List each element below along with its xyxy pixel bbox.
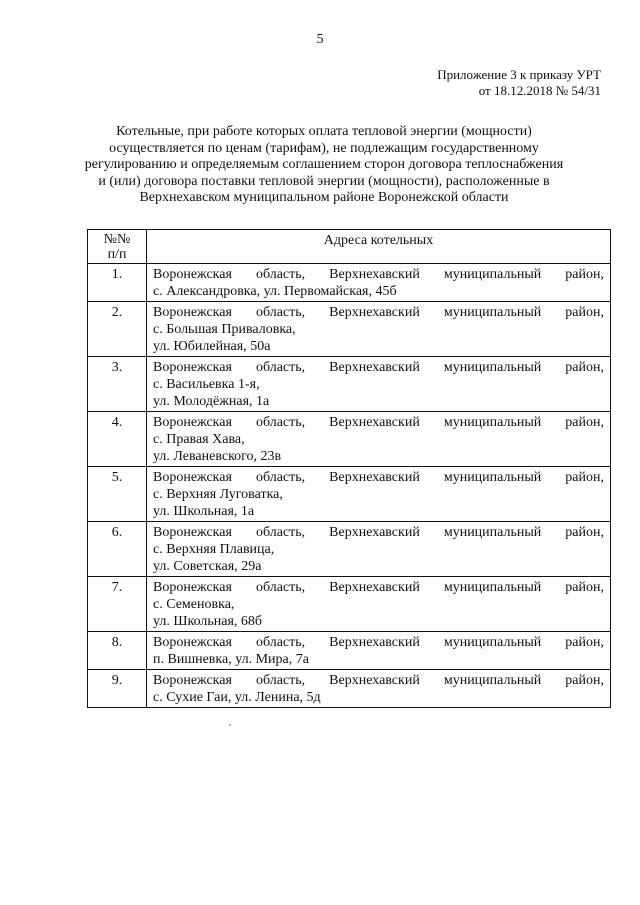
row-number: 7.	[88, 577, 147, 632]
address-line-2: с. Сухие Гаи, ул. Ленина, 5д	[153, 690, 321, 705]
page-number: 5	[316, 32, 324, 47]
address-line-3: ул. Леваневского, 23в	[153, 449, 282, 464]
address-line-1: Воронежская область, Верхнехавский муниципальный район,	[153, 525, 604, 540]
address-line-2: с. Васильевка 1-я,	[153, 377, 260, 392]
document-title	[84, 124, 564, 207]
row-address	[147, 467, 611, 522]
appendix-line-2: от 18.12.2018 № 54/31	[478, 83, 601, 98]
address-line-2: с. Александровка, ул. Первомайская, 45б	[153, 284, 397, 299]
title-line-3: регулированию и определяемым соглашением сторон договора теплоснабжения	[84, 157, 564, 172]
address-line-1: Воронежская область, Верхнехавский муниципальный район,	[153, 360, 604, 375]
address-line-2: с. Верхняя Луговатка,	[153, 487, 283, 502]
address-line-1: Воронежская область, Верхнехавский муниципальный район,	[153, 415, 604, 430]
address-line-3: ул. Юбилейная, 50а	[153, 339, 271, 354]
table-row	[88, 670, 611, 708]
row-address	[147, 412, 611, 467]
address-line-3: ул. Молодёжная, 1а	[153, 394, 270, 409]
address-line-1: Воронежская область, Верхнехавский муниципальный район,	[153, 635, 604, 650]
row-number: 8.	[88, 632, 147, 670]
title-line-4: и (или) договора поставки тепловой энергии (мощности), расположенные в	[98, 173, 550, 189]
table-row	[88, 357, 611, 412]
address-line-3: ул. Советская, 29а	[153, 559, 262, 574]
appendix-line-1: Приложение 3 к приказу УРТ	[437, 67, 601, 82]
header-address: Адреса котельных	[147, 230, 611, 264]
header-number-line-2: п/п	[107, 247, 127, 262]
row-address	[147, 577, 611, 632]
row-number: 1.	[88, 264, 147, 302]
address-line-2: с. Правая Хава,	[153, 432, 245, 447]
address-line-2: с. Верхняя Плавица,	[153, 542, 275, 557]
row-number: 3.	[88, 357, 147, 412]
title-line-2: осуществляется по ценам (тарифам), не подлежащим государственному	[109, 140, 539, 156]
row-number: 5.	[88, 467, 147, 522]
row-address	[147, 302, 611, 357]
address-line-1: Воронежская область, Верхнехавский муниципальный район,	[153, 470, 604, 485]
row-number: 4.	[88, 412, 147, 467]
table-row	[88, 632, 611, 670]
table-row	[88, 467, 611, 522]
table-row	[88, 302, 611, 357]
title-line-1: Котельные, при работе которых оплата тепловой энергии (мощности)	[116, 124, 532, 139]
address-line-1: Воронежская область, Верхнехавский муниципальный район,	[153, 673, 604, 688]
title-line-5: Верхнехавском муниципальном районе Воронежской области	[139, 190, 509, 205]
row-address	[147, 522, 611, 577]
address-line-1: Воронежская область, Верхнехавский муниципальный район,	[153, 305, 604, 320]
address-line-2: с. Семеновка,	[153, 597, 235, 612]
row-number: 6.	[88, 522, 147, 577]
table-header-row	[88, 230, 611, 264]
row-address	[147, 264, 611, 302]
scan-mark	[229, 724, 231, 726]
table-row	[88, 577, 611, 632]
row-address	[147, 632, 611, 670]
table-row	[88, 264, 611, 302]
address-line-3: ул. Школьная, 68б	[153, 614, 263, 629]
table-row	[88, 412, 611, 467]
row-number: 2.	[88, 302, 147, 357]
address-line-3: ул. Школьная, 1а	[153, 504, 255, 519]
boiler-addresses-table	[87, 229, 611, 708]
table-row	[88, 522, 611, 577]
table-body	[88, 264, 611, 708]
header-number-line-1: №№	[103, 232, 131, 247]
header-number	[88, 230, 147, 264]
address-line-1: Воронежская область, Верхнехавский муниципальный район,	[153, 267, 604, 282]
address-line-1: Воронежская область, Верхнехавский муниципальный район,	[153, 580, 604, 595]
row-address	[147, 357, 611, 412]
address-line-2: п. Вишневка, ул. Мира, 7а	[153, 652, 309, 667]
appendix-reference	[437, 67, 601, 99]
row-number: 9.	[88, 670, 147, 708]
address-line-2: с. Большая Приваловка,	[153, 322, 296, 337]
row-address	[147, 670, 611, 708]
